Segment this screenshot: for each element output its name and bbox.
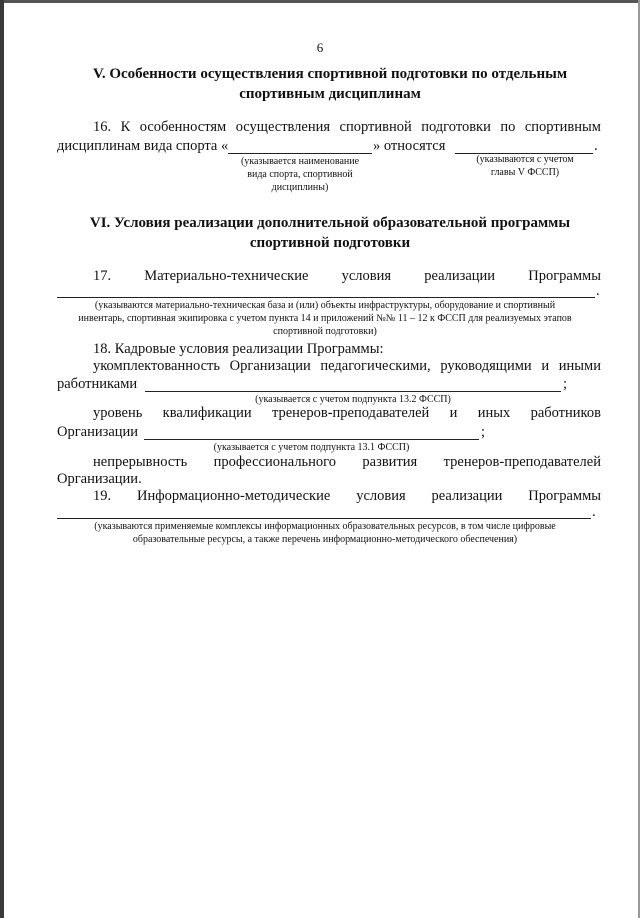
section-5-title-line-2: спортивным дисциплинам — [239, 86, 421, 102]
p18-word: тренеров-преподавателей — [443, 454, 601, 470]
p18-line-6 — [93, 454, 601, 471]
p17-note: (указываются материально-техническая база и (или) объекты инфраструктуры, оборудование и спортивный инвентарь, спортивная экипировка с учетом пункта 14 и приложений №№ 11 – 12 к ФССП для реализуемых этапов спортивной подготовки) — [78, 300, 572, 337]
p19-note: (указываются применяемые комплексы информационных образовательных ресурсов, в том числе цифровые образовательные ресурсы, а также перечень информационно-методического обеспечения) — [94, 521, 556, 545]
p18-line-4 — [93, 405, 601, 422]
sport-name-blank — [228, 153, 372, 154]
p17-word: условия — [341, 268, 392, 284]
p16-word: подготовки — [421, 119, 491, 135]
p19-word: Информационно-методические — [137, 488, 331, 504]
p19-blank — [57, 518, 591, 519]
p18-word: развития — [362, 454, 418, 470]
section-6-title-line-1: VI. Условия реализации дополнительной образовательной программы — [89, 215, 571, 231]
p18-line-5-prefix: Организации — [57, 424, 139, 440]
p18-line-2 — [93, 358, 601, 375]
p19-line-1 — [93, 488, 601, 505]
p19-line-end: . — [592, 504, 596, 520]
staffing-blank — [145, 391, 561, 392]
p16-note-left: (указывается наименование вида спорта, спортивной дисциплины) — [240, 156, 360, 193]
p18-word: и — [449, 405, 458, 421]
p16-word: по — [500, 119, 516, 135]
p16-word: 16. — [93, 119, 112, 135]
p18-word: иных — [477, 405, 511, 421]
p17-word: Материально-технические — [144, 268, 309, 284]
p18-line-3-prefix: работниками — [57, 376, 138, 392]
section-5-title-line-1: V. Особенности осуществления спортивной подготовки по отдельным — [92, 66, 568, 82]
p18-line-5-end: ; — [481, 424, 486, 440]
p16-note-right: (указываются с учетом главы V ФССП) — [476, 154, 574, 178]
p16-word: К — [120, 119, 131, 135]
p18-word: уровень — [93, 405, 143, 421]
p16-line-2-end: . — [594, 138, 598, 154]
p18-word: непрерывность — [93, 454, 188, 470]
p17-line-1 — [93, 268, 601, 285]
p18-word: Организации — [229, 358, 311, 374]
p18-word: педагогическими, — [320, 358, 431, 374]
p18-word: тренеров-преподавателей — [271, 405, 430, 421]
p16-word: осуществления — [235, 119, 331, 135]
scan-border-left — [0, 0, 4, 918]
qualification-blank — [144, 439, 479, 440]
p16-word: особенностям — [139, 119, 227, 135]
p17-word: 17. — [93, 268, 112, 284]
p18-line-7: Организации. — [57, 471, 142, 487]
p18-note-1: (указывается с учетом подпункта 13.2 ФССП) — [255, 394, 451, 405]
p19-word: 19. — [93, 488, 112, 504]
p17-blank — [57, 297, 595, 298]
p18-word: и — [541, 358, 550, 374]
page-number: 6 — [316, 40, 324, 55]
p16-word: спортивным — [524, 119, 601, 135]
p19-word: реализации — [431, 488, 503, 504]
scan-border-top — [0, 0, 640, 3]
p19-word: Программы — [528, 488, 601, 504]
p16-word: спортивной — [339, 119, 412, 135]
p17-line-end: . — [596, 283, 600, 299]
p17-word: реализации — [424, 268, 496, 284]
p19-word: условия — [356, 488, 406, 504]
p18-word: иными — [558, 358, 601, 374]
p18-line-3-end: ; — [563, 376, 568, 392]
p16-line-2-middle: » относятся — [373, 138, 446, 154]
p16-line-1 — [93, 119, 601, 136]
p18-word: руководящими — [440, 358, 532, 374]
p18-word: работников — [530, 405, 601, 421]
p18-line-1: 18. Кадровые условия реализации Программы: — [93, 341, 384, 357]
p16-line-2-prefix: дисциплинам вида спорта « — [57, 138, 229, 154]
p18-note-2: (указывается с учетом подпункта 13.1 ФССП) — [213, 442, 410, 453]
section-6-title-line-2: спортивной подготовки — [249, 235, 411, 251]
p18-word: профессионального — [213, 454, 337, 470]
p18-word: укомплектованность — [93, 358, 220, 374]
p18-word: квалификации — [162, 405, 252, 421]
p17-word: Программы — [528, 268, 601, 284]
